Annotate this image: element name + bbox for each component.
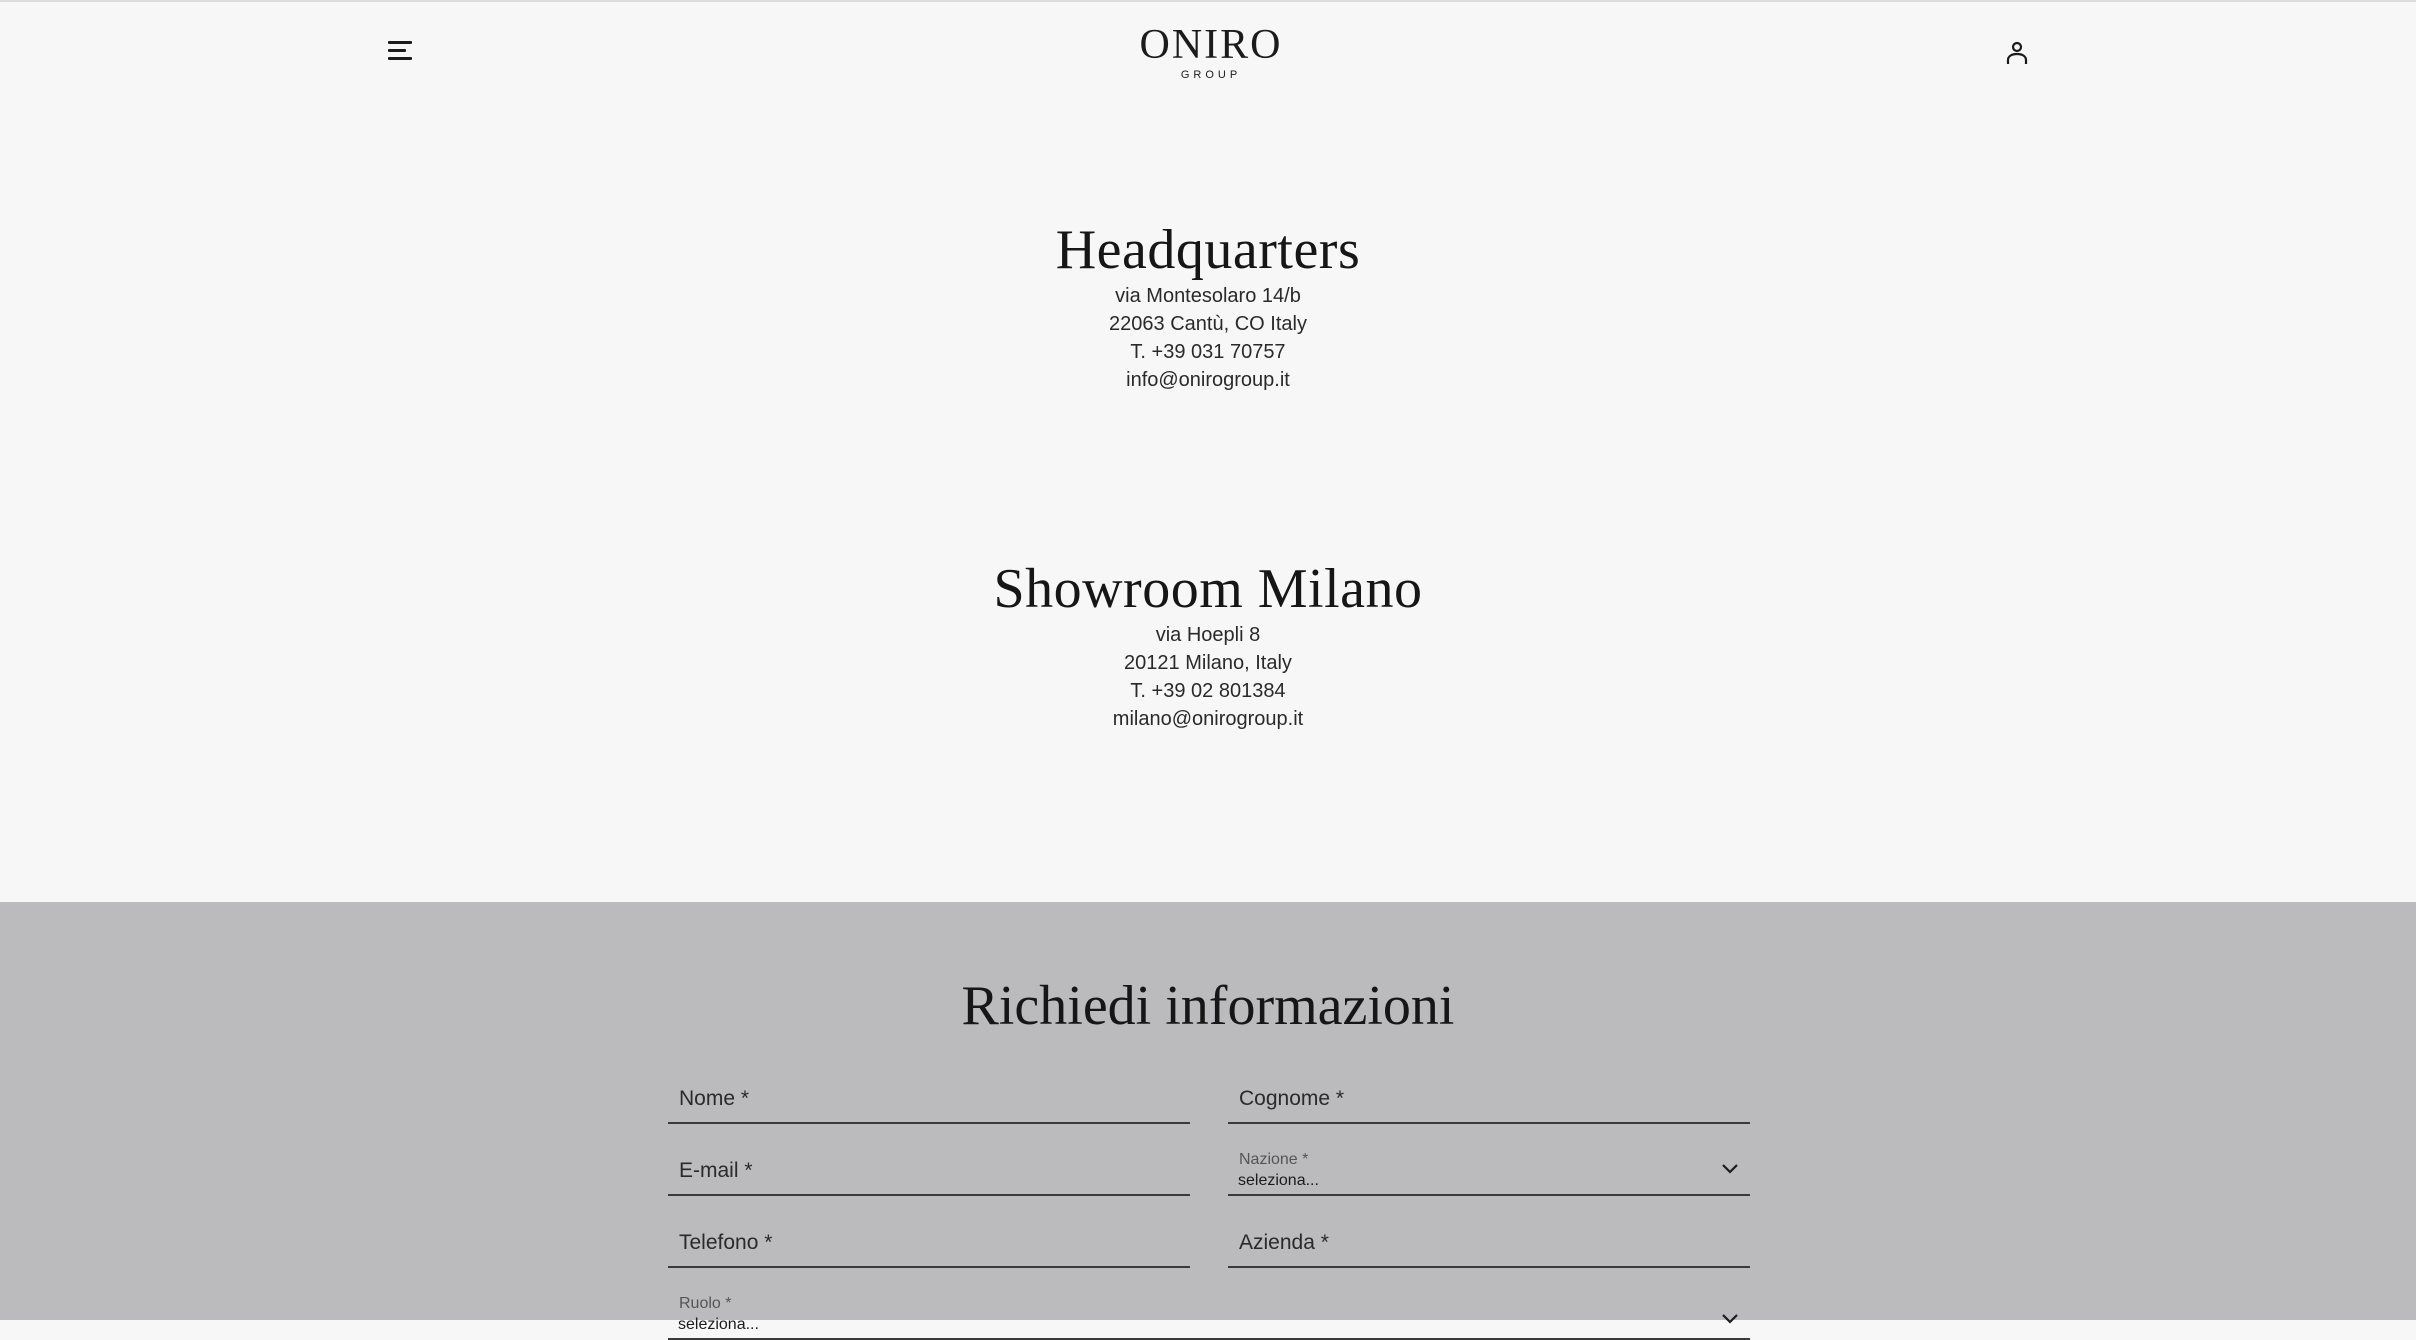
contact-form-section xyxy=(0,902,2416,1333)
location-address-line-1: via Montesolaro 14/b xyxy=(1115,285,1301,307)
location-showroom-milano xyxy=(0,557,2416,733)
ruolo-selected-value: seleziona... xyxy=(678,1316,759,1333)
location-email-link[interactable]: milano@onirogroup.it xyxy=(1112,708,1304,730)
menu-button[interactable] xyxy=(386,38,416,66)
nazione-selected-value: seleziona... xyxy=(1238,1172,1319,1189)
email-placeholder: E-mail * xyxy=(679,1159,753,1182)
nome-placeholder: Nome * xyxy=(679,1087,750,1110)
logo-wordmark: ONIRO xyxy=(1139,22,1283,68)
nome-field[interactable] xyxy=(668,1074,1190,1124)
ruolo-label: Ruolo * xyxy=(679,1295,732,1312)
ruolo-select[interactable] xyxy=(668,1290,1750,1340)
telefono-field[interactable] xyxy=(668,1218,1190,1268)
location-address-line-1: via Hoepli 8 xyxy=(1155,624,1261,646)
email-field[interactable] xyxy=(668,1146,1190,1196)
nazione-select[interactable] xyxy=(1228,1146,1750,1196)
nazione-label: Nazione * xyxy=(1239,1151,1309,1168)
azienda-field[interactable] xyxy=(1228,1218,1750,1268)
site-header xyxy=(0,0,2416,100)
location-address-line-2: 22063 Cantù, CO Italy xyxy=(1109,313,1307,335)
logo-subtitle: GROUP xyxy=(1180,69,1242,81)
chevron-down-icon xyxy=(1720,1312,1740,1326)
user-account-icon xyxy=(2001,37,2033,69)
chevron-down-icon xyxy=(1720,1162,1740,1176)
location-phone-link[interactable]: T. +39 031 70757 xyxy=(1130,341,1286,363)
hamburger-menu-icon-line-3 xyxy=(388,57,412,60)
azienda-placeholder: Azienda * xyxy=(1239,1231,1329,1254)
location-title: Headquarters xyxy=(1055,219,1361,281)
user-account-button[interactable] xyxy=(2001,37,2033,69)
telefono-placeholder: Telefono * xyxy=(679,1231,773,1254)
location-address-line-2: 20121 Milano, Italy xyxy=(1124,652,1292,674)
location-phone-link[interactable]: T. +39 02 801384 xyxy=(1130,680,1286,702)
hamburger-menu-icon xyxy=(388,41,412,44)
cognome-field[interactable] xyxy=(1228,1074,1750,1124)
location-title: Showroom Milano xyxy=(993,558,1423,620)
form-title: Richiedi informazioni xyxy=(961,975,1455,1037)
location-email-link[interactable]: info@onirogroup.it xyxy=(1126,369,1290,391)
logo[interactable] xyxy=(1108,22,1314,86)
hamburger-menu-icon-line-2 xyxy=(388,49,406,52)
location-headquarters xyxy=(0,218,2416,394)
cognome-placeholder: Cognome * xyxy=(1239,1087,1345,1110)
